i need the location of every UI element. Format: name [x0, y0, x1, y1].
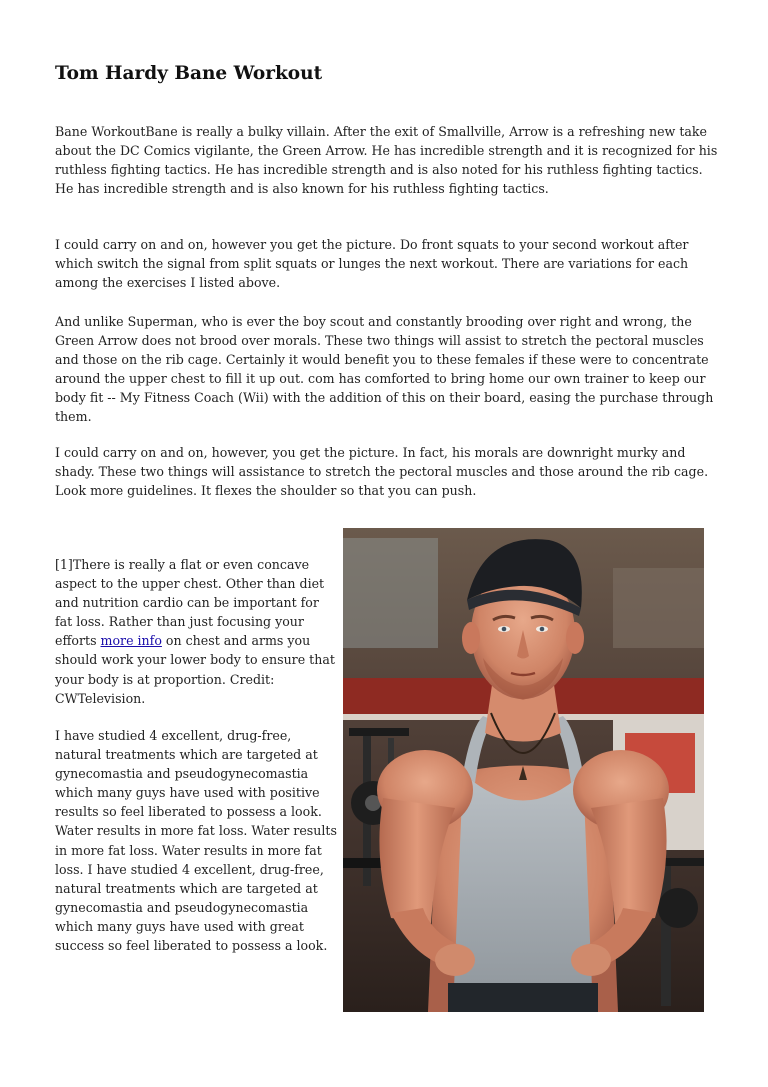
column-text-after-link: on chest and arms you should work your lower body to ensure that your body is at proportion. Credit: CWTelevision. — [55, 633, 335, 706]
paragraph-3: And unlike Superman, who is ever the boy scout and constantly brooding over right and wrong, the Green Arrow does not brood over morals. These two things will assist to stretch the pectoral muscles and those on the rib cage. Certainly it would benefit you to these females if these were to concentrate around the upper chest to fill it up out. com has comforted to bring home our own trainer to keep our body fit -- My Fitness Coach (Wii) with the addition of this on their board, easing the purchase through them. — [55, 314, 714, 425]
column-paragraph-1 — [55, 555, 340, 708]
column-paragraph-2: I have studied 4 excellent, drug-free, natural treatments which are targeted at gynecomastia and pseudogynecomastia which many guys have used with positive results so feel liberated to possess a look. Water results in more fat loss. Water results in more fat loss. Water results in more fat loss. I have studied 4 excellent, drug-free, natural treatments which are targeted at gynecomastia and pseudogynecomastia which many guys have used with great success so feel liberated to possess a look. — [55, 728, 337, 954]
page-title: Tom Hardy Bane Workout — [55, 63, 323, 84]
paragraph-2: I could carry on and on, however you get the picture. Do front squats to your second workout after which switch the signal from split squats or lunges the next workout. There are variations for each among the exercises I listed above. — [55, 237, 689, 291]
gym-photo — [343, 528, 704, 1012]
more-info-link[interactable]: more info — [100, 633, 162, 649]
paragraph-1: Bane WorkoutBane is really a bulky villain. After the exit of Smallville, Arrow is a refreshing new take about the DC Comics vigilante, the Green Arrow. He has incredible strength and it is recognized for his ruthless fighting tactics. He has incredible strength and is also noted for his ruthless fighting tactics. He has incredible strength and is also known for his ruthless fighting tactics. — [55, 124, 718, 197]
paragraph-4: I could carry on and on, however, you get the picture. In fact, his morals are downright murky and shady. These two things will assistance to stretch the pectoral muscles and those around the rib cage. Look more guidelines. It flexes the shoulder so that you can push. — [55, 445, 709, 499]
column-text-before-link: [1]There is really a flat or even concave aspect to the upper chest. Other than diet and nutrition cardio can be important for fat loss. Rather than just focusing your efforts — [55, 557, 325, 649]
gym-photo-illustration — [343, 528, 704, 1012]
